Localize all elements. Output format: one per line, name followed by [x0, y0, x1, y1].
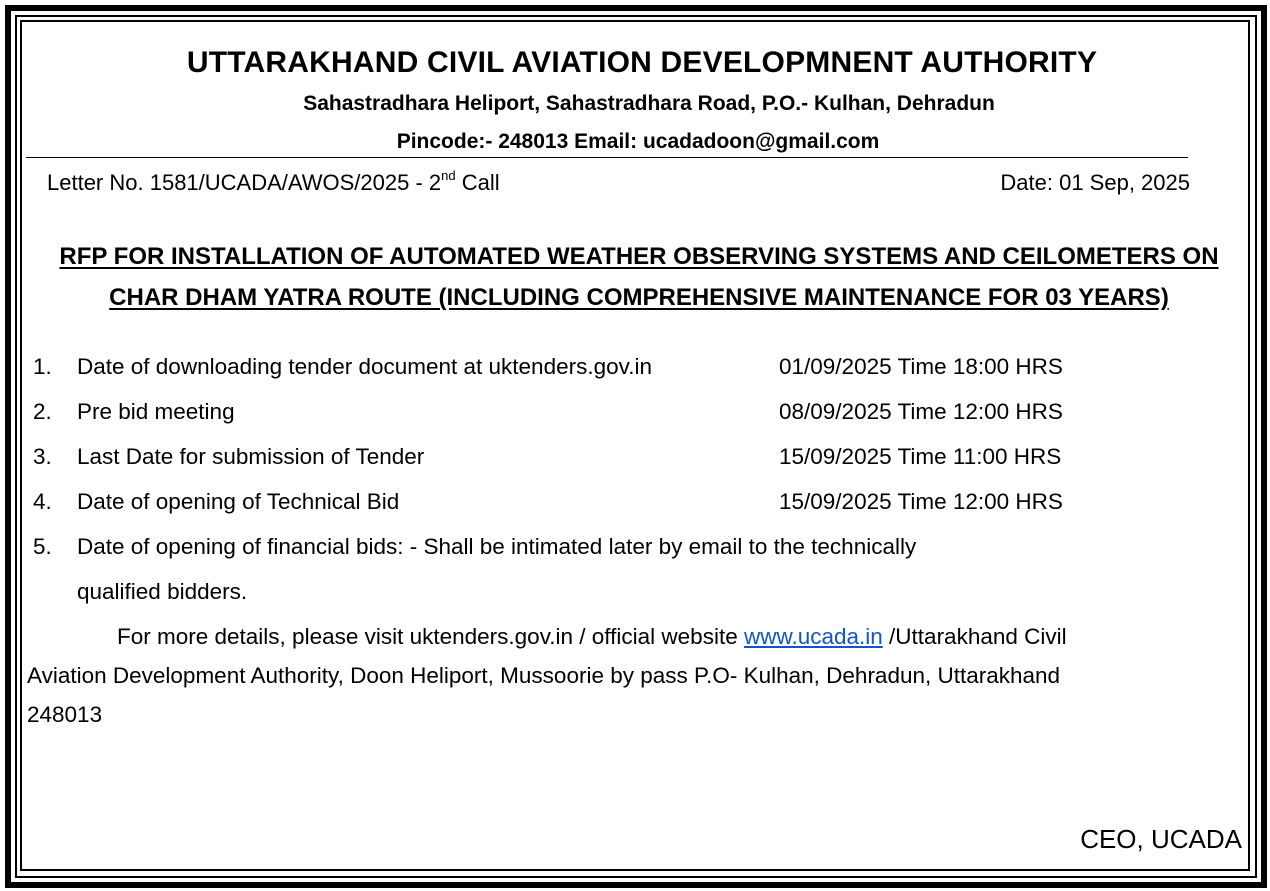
details-line-1: [117, 624, 1067, 650]
schedule-item-number: 3.: [33, 444, 52, 469]
pincode-email: Pincode:- 248013 Email: ucadadoon@gmail.com: [396, 130, 880, 153]
schedule-item-label: Date of opening of Technical Bid: [77, 489, 400, 514]
subject-line-2: CHAR DHAM YATRA ROUTE (INCLUDING COMPREHENSIVE MAINTENANCE FOR 03 YEARS): [109, 284, 1169, 311]
schedule-item-number: 1.: [33, 354, 52, 379]
letter-number: [47, 170, 500, 196]
schedule-item-label: Last Date for submission of Tender: [77, 444, 425, 469]
subject-line-1: RFP FOR INSTALLATION OF AUTOMATED WEATHER OBSERVING SYSTEMS AND CEILOMETERS ON: [59, 243, 1219, 270]
schedule-item-value: 15/09/2025 Time 11:00 HRS: [779, 444, 1062, 469]
schedule-item-number: 2.: [33, 399, 52, 424]
financial-bid-line-2: qualified bidders.: [77, 579, 248, 604]
letter-number-prefix: Letter No. 1581/UCADA/AWOS/2025 - 2: [47, 170, 442, 195]
letter-date: Date: 01 Sep, 2025: [1000, 170, 1190, 195]
organization-title: UTTARAKHAND CIVIL AVIATION DEVELOPMNENT AUTHORITY: [186, 46, 1098, 79]
organization-address: Sahastradhara Heliport, Sahastradhara Road, P.O.- Kulhan, Dehradun: [303, 92, 995, 115]
details-line-2: Aviation Development Authority, Doon Heliport, Mussoorie by pass P.O- Kulhan, Dehradun, Uttarakhand: [27, 663, 1061, 688]
details-prefix: For more details, please visit uktenders.gov.in / official website: [117, 624, 744, 649]
signature: CEO, UCADA: [1080, 824, 1242, 854]
ucada-website-link[interactable]: www.ucada.in: [743, 624, 883, 649]
letter-number-sup: nd: [441, 168, 456, 183]
schedule-item-label: Pre bid meeting: [77, 399, 235, 424]
details-suffix: /Uttarakhand Civil: [882, 624, 1067, 649]
letter-number-suffix: Call: [455, 170, 500, 195]
financial-bid-line-1: Date of opening of financial bids: - Shall be intimated later by email to the technically: [77, 534, 917, 559]
details-line-3: 248013: [27, 702, 103, 727]
schedule-item-value: 15/09/2025 Time 12:00 HRS: [779, 489, 1063, 514]
schedule-item-label: Date of downloading tender document at uktenders.gov.in: [77, 354, 652, 379]
schedule-item-number: 4.: [33, 489, 52, 514]
schedule-item-value: 08/09/2025 Time 12:00 HRS: [779, 399, 1063, 424]
schedule-item-number: 5.: [33, 534, 52, 559]
header-divider: [26, 157, 1188, 158]
schedule-item-value: 01/09/2025 Time 18:00 HRS: [779, 354, 1063, 379]
